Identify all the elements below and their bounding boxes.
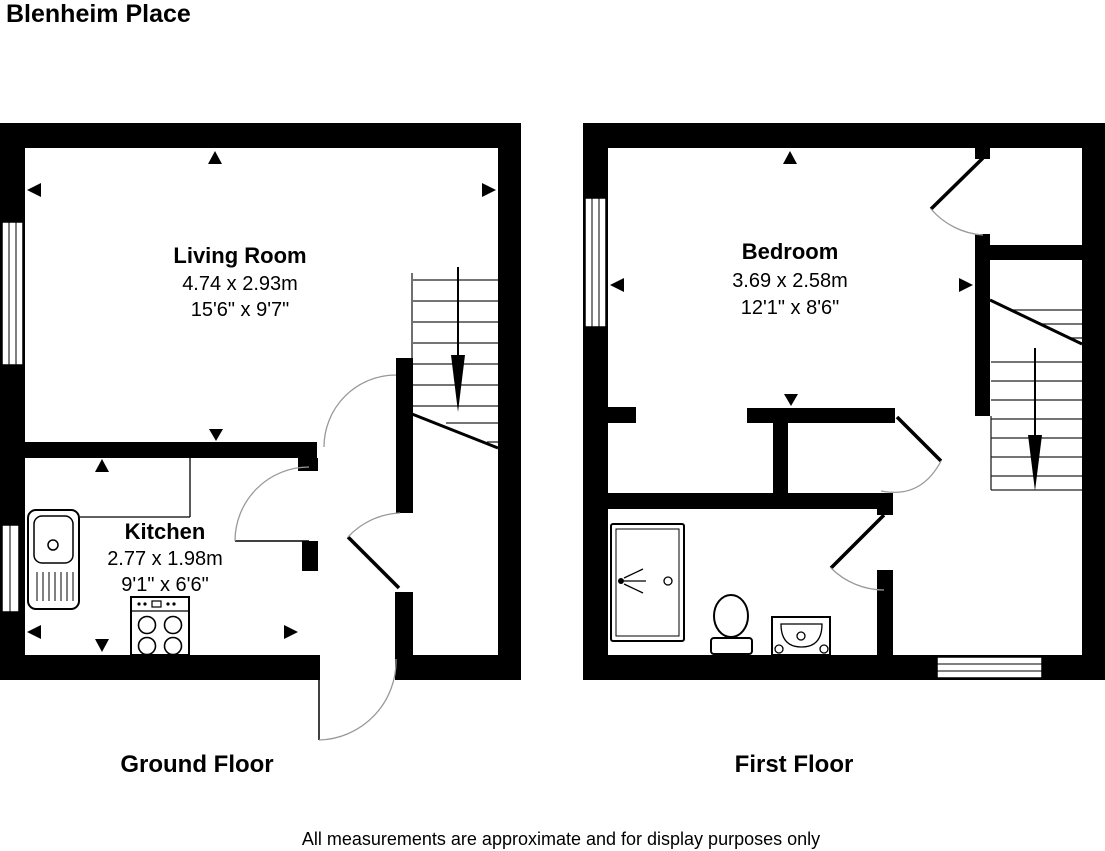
dimension-arrow-left (610, 278, 624, 292)
wall-top (0, 123, 521, 148)
staircase-ground-icon (412, 267, 498, 448)
kitchen-door-jamb-bottom (302, 541, 318, 571)
kitchen-label (107, 519, 223, 596)
ground-floor-label: Ground Floor (120, 751, 274, 778)
dimension-arrow-right (959, 278, 973, 292)
bedroom-window-icon (585, 198, 606, 327)
living-room-door-swing (324, 375, 396, 447)
wall-right (1082, 148, 1105, 655)
living-room-window-icon (2, 222, 23, 365)
living-room-label (173, 243, 306, 321)
room-name: Bedroom (741, 239, 839, 264)
bathroom-door-jamb (877, 493, 893, 515)
room-dim-imperial: 15'6" x 9'7" (190, 299, 290, 321)
room-dim-metric: 3.69 x 2.58m (732, 270, 848, 292)
kitchen-door (235, 467, 309, 541)
closet-door-jamb (975, 148, 990, 159)
room-name: Living Room (173, 243, 307, 268)
disclaimer-text: All measurements are approximate and for display purposes only (301, 829, 821, 849)
room-name: Kitchen (124, 519, 206, 544)
dimension-arrow-up (95, 459, 109, 472)
recess-wall (773, 423, 788, 493)
stair-cut-line (412, 414, 498, 448)
dimension-arrow-down (784, 394, 798, 406)
room-dim-metric: 2.77 x 1.98m (107, 548, 223, 570)
dimension-arrow-down (209, 429, 223, 441)
bedroom-label (732, 239, 848, 319)
front-door (319, 657, 396, 740)
cooker-icon (131, 597, 189, 655)
closet-door (931, 158, 983, 235)
dimension-arrow-right (482, 183, 496, 197)
wall-top (583, 123, 1105, 148)
room-dim-imperial: 12'1" x 8'6" (740, 297, 840, 319)
shower-icon (611, 524, 684, 641)
bathroom-door (831, 515, 884, 590)
landing-window-icon (937, 657, 1042, 678)
kitchen-sink-icon (28, 510, 79, 609)
understairs-door (348, 513, 400, 588)
first-floor-plan (583, 123, 1105, 778)
bedroom-door (881, 417, 941, 492)
kitchen-window-icon (2, 525, 19, 612)
bedroom-wall-stub (608, 407, 636, 423)
basin-icon (772, 617, 830, 655)
dimension-arrow-up (208, 151, 222, 164)
room-dim-imperial: 9'1" x 6'6" (121, 574, 209, 596)
hall-wall (395, 592, 413, 655)
stair-cut-line (990, 300, 1082, 344)
dimension-arrow-down (95, 639, 109, 652)
stair-side-wall (975, 234, 990, 416)
dimension-arrow-left (27, 183, 41, 197)
wall-living-kitchen (25, 442, 317, 458)
staircase-first-icon (990, 300, 1082, 491)
dimension-arrow-left (27, 625, 41, 639)
page-title: Blenheim Place (6, 0, 191, 28)
closet-wall (990, 245, 1082, 260)
first-floor-label: First Floor (734, 751, 854, 778)
stair-direction-arrow (451, 355, 465, 412)
bathroom-wall (608, 493, 877, 509)
toilet-icon (711, 595, 752, 654)
dimension-arrow-up (783, 151, 797, 164)
kitchen-door-jamb-top (298, 458, 318, 471)
bathroom-side-wall (877, 570, 893, 655)
wall-bottom-right (395, 655, 521, 680)
bedroom-wall (747, 408, 895, 423)
stair-wall (396, 358, 413, 513)
ground-floor-plan (0, 123, 521, 778)
wall-bottom-left (0, 655, 320, 680)
stair-direction-arrow (1028, 435, 1042, 491)
wall-right (498, 148, 521, 655)
dimension-arrow-right (284, 625, 298, 639)
room-dim-metric: 4.74 x 2.93m (182, 273, 298, 295)
